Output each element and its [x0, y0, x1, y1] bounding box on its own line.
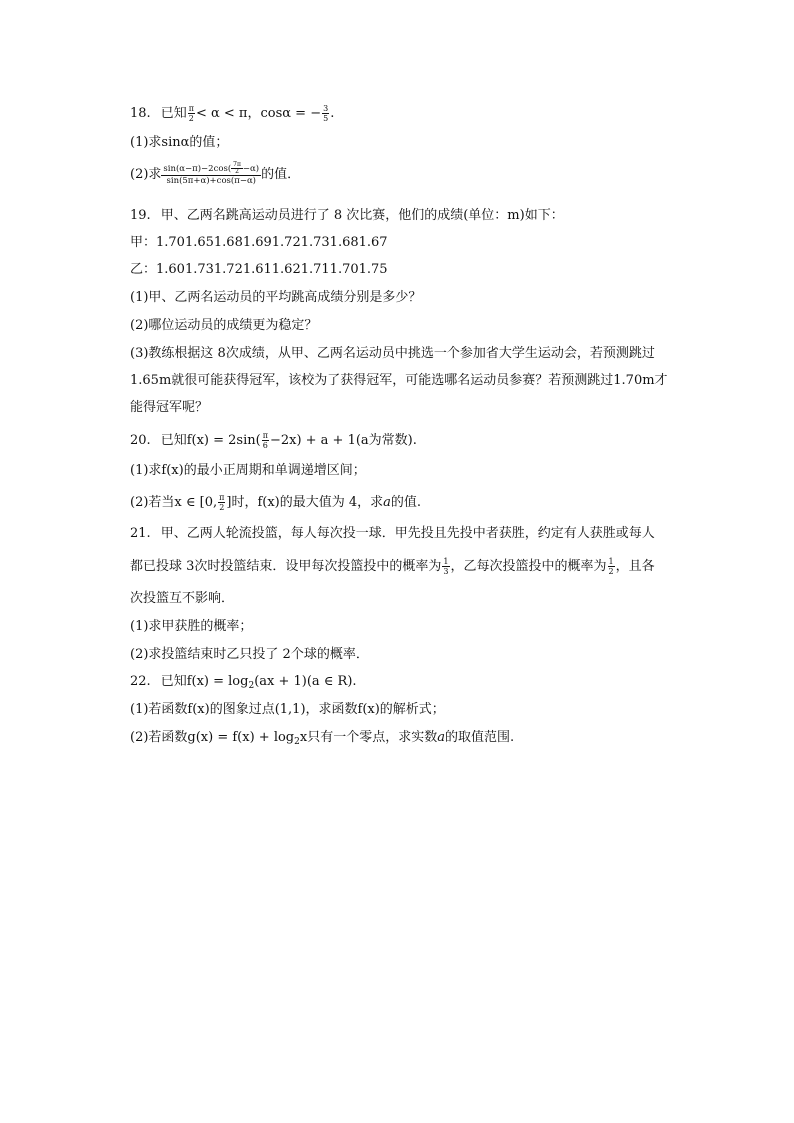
q21-number: 21.: [130, 526, 151, 541]
q19-jia-scores: 甲：1.701.651.681.691.721.731.681.67: [130, 235, 388, 250]
one-half-fraction: $\frac{1}{2}$: [608, 557, 614, 576]
three-fifths-fraction: $\frac{3}{5}$: [323, 104, 329, 123]
q19-number: 19.: [130, 208, 151, 223]
q19-part2: (2)哪位运动员的成绩更为稳定？: [130, 318, 318, 333]
q19-stem: 19. 甲、乙两名跳高运动员进行了 8 次比赛，他们的成绩(单位：m)如下：: [130, 208, 564, 223]
q21-stem-line1: 21. 甲、乙两人轮流投篮，每人每次投一球．甲先投且先投中者获胜，约定有人获胜或每人: [130, 526, 655, 541]
q19-part3-line1: (3)教练根据这 8次成绩，从甲、乙两名运动员中挑选一个参加省大学生运动会，若预测跳过: [130, 346, 655, 361]
q21-part2: (2)求投篮结束时乙只投了 2个球的概率．: [130, 647, 369, 662]
q20-number: 20.: [130, 433, 151, 448]
q22-part2: (2)若函数$g(x) = f(x) + \log_2x$只有一个零点，求实数a的取值范围.: [130, 730, 515, 747]
q20-part1: (1)求f(x)的最小正周期和单调递增区间；: [130, 463, 366, 478]
q21-stem-line3: 次投篮互不影响．: [130, 591, 235, 606]
q18-part1: (1)求sinα的值；: [130, 135, 229, 150]
trig-expression-fraction: sin(α−π)−2cos( $\frac{7\pi}{2}$ −α) sin(5π+α)+cos(π−α): [163, 161, 260, 186]
q18-part2: (2)求 sin(α−π)−2cos( $\frac{7\pi}{2}$ −α) sin(5π+α)+cos(π−α) 的值．: [130, 161, 301, 186]
q19-yi-scores: 乙：1.601.731.721.611.621.711.701.75: [130, 262, 388, 277]
pi-over-2-fraction: $\frac{\pi}{2}$: [219, 493, 225, 512]
q21-stem-line2: 都已投球 3次时投篮结束．设甲每次投篮投中的概率为 $\frac{1}{3}$ ，乙每次投篮投中的概率为 $\frac{1}{2}$ ，且各: [130, 557, 655, 576]
q18-number: 18.: [130, 106, 151, 121]
q19-part3-line2: 1.65m就很可能获得冠军，该校为了获得冠军，可能选哪名运动员参赛？若预测跳过1.70m才: [130, 373, 668, 388]
q18-stem: 18. 已知 $\frac{\pi}{2}$ < α < π，cosα = − $\frac{3}{5}$ .: [130, 104, 335, 123]
one-third-fraction: $\frac{1}{3}$: [443, 557, 449, 576]
q21-part1: (1)求甲获胜的概率；: [130, 619, 253, 634]
pi-over-2-fraction: $\frac{\pi}{2}$: [188, 104, 194, 123]
q22-part1: (1)若函数f(x)的图象过点(1,1)，求函数f(x)的解析式；: [130, 702, 445, 717]
pi-over-6-fraction: $\frac{\pi}{6}$: [262, 431, 268, 450]
q20-part2: (2)若当x ∈ [0, $\frac{\pi}{2}$ ]时，f(x)的最大值为 4，求a的值.: [130, 493, 422, 512]
q22-stem: 22. 已知$f(x) = \log_2(ax + 1)(a$ ∈ R).: [130, 674, 357, 691]
q19-part3-line3: 能得冠军呢？: [130, 400, 209, 415]
q19-part1: (1)甲、乙两名运动员的平均跳高成绩分别是多少？: [130, 290, 422, 305]
q22-number: 22.: [130, 674, 151, 689]
q20-stem: 20. 已知f(x) = 2sin( $\frac{\pi}{6}$ −2x) + a + 1(a为常数).: [130, 431, 417, 450]
